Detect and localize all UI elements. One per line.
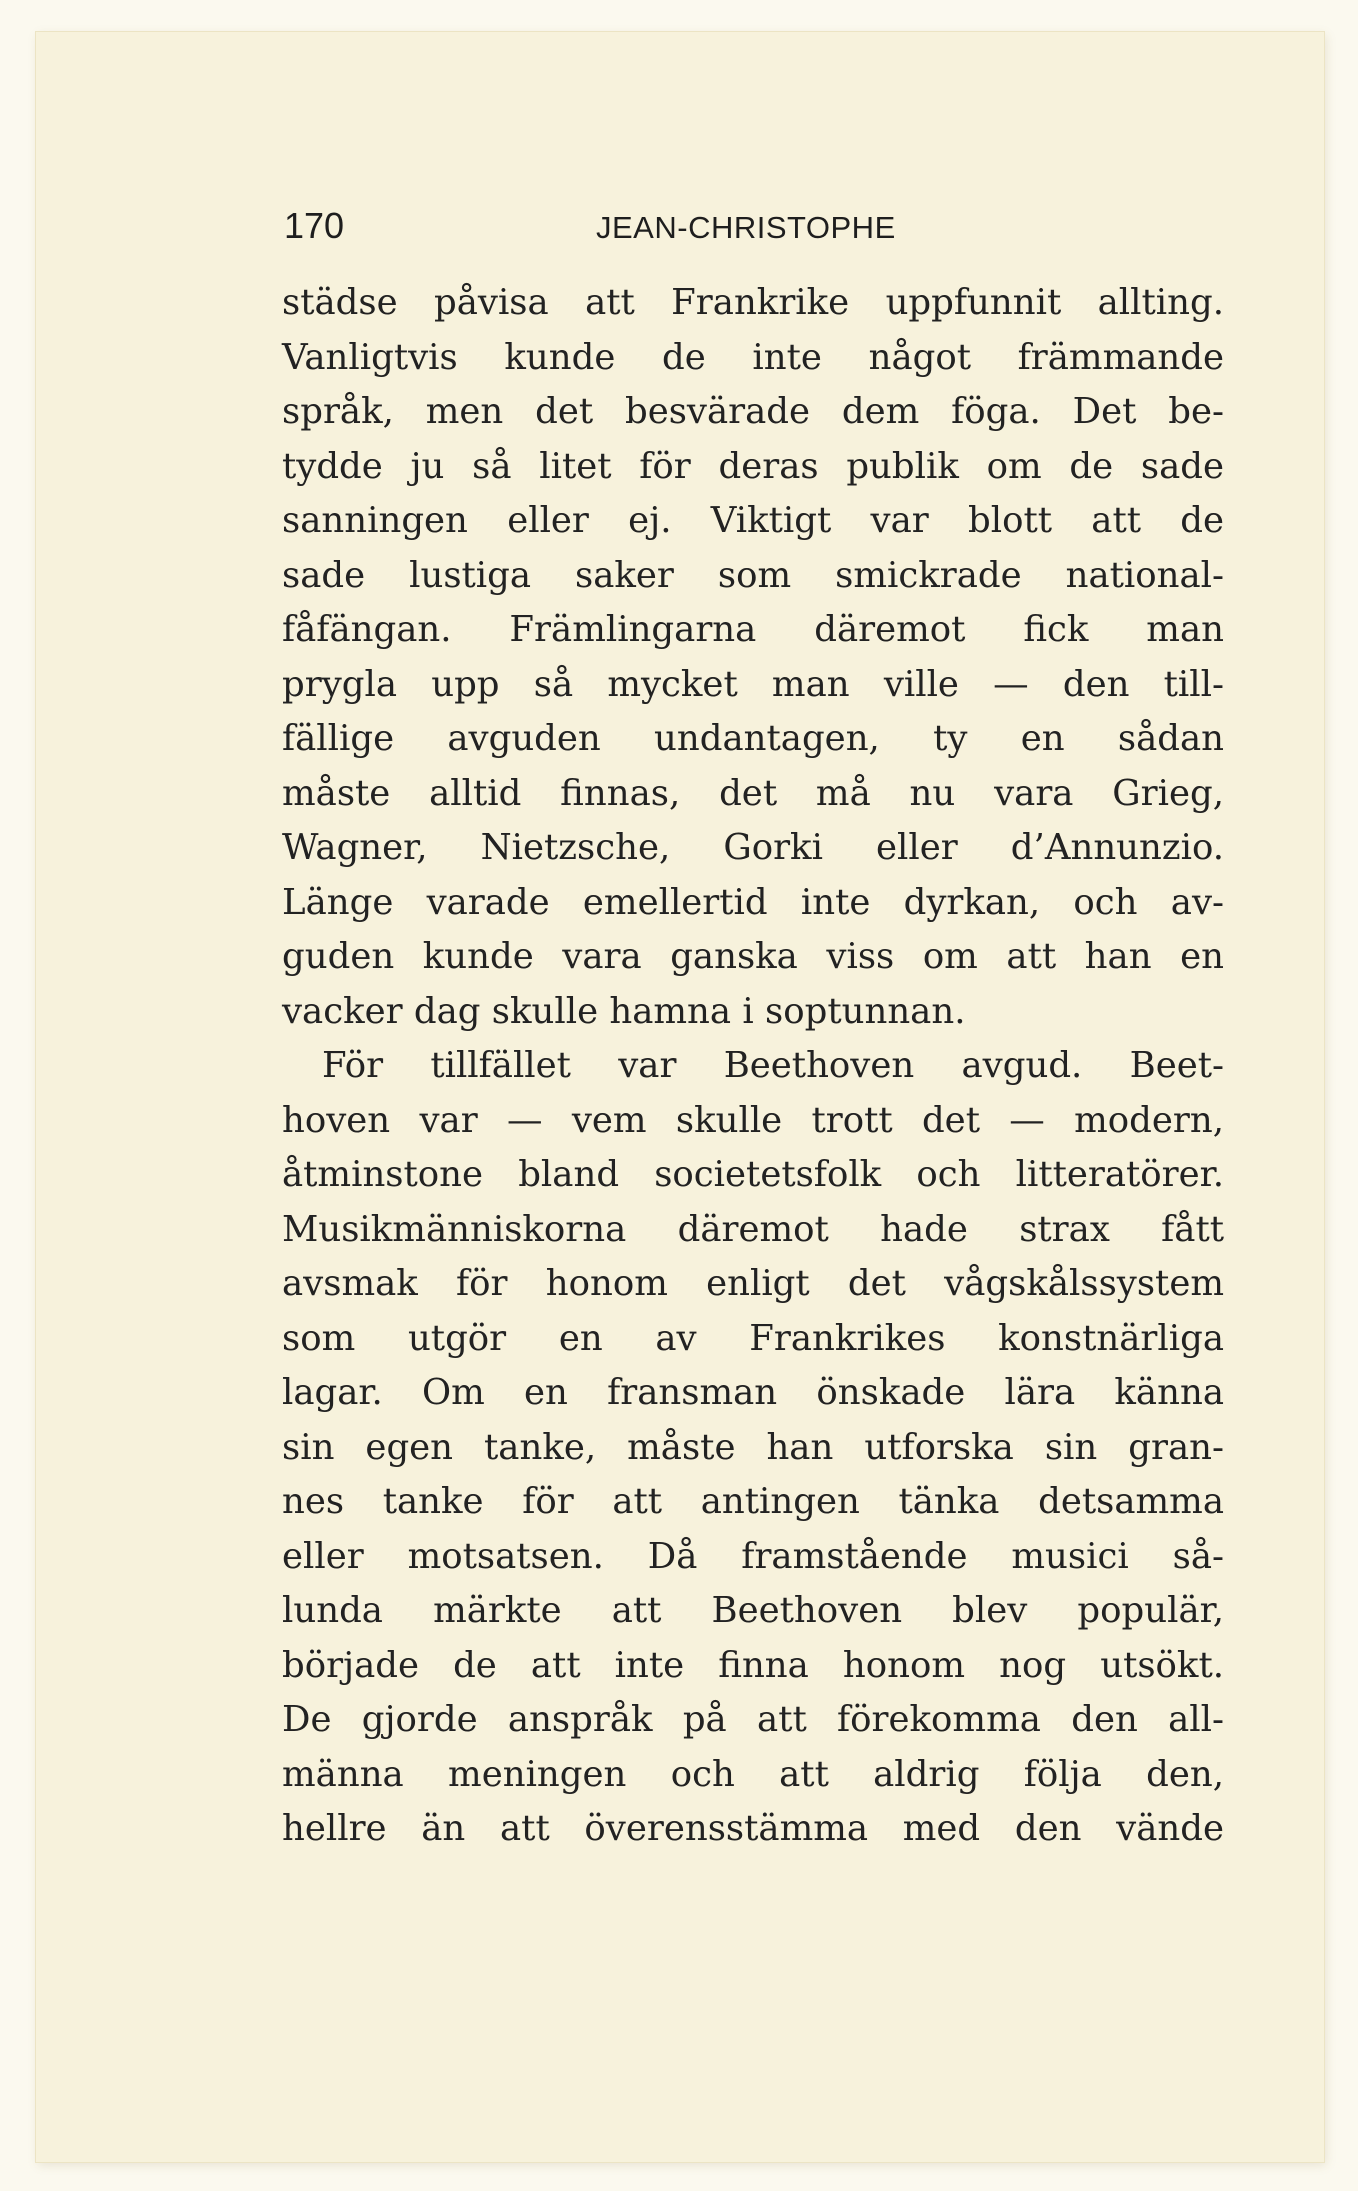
body-text xyxy=(282,276,1224,1857)
text-line: Wagner, Nietzsche, Gorki eller d’Annunzio. xyxy=(282,827,1224,868)
text-line: Vanligtvis kunde de inte något främmande xyxy=(282,336,1224,378)
text-line: nes tanke för att antingen tänka detsamma xyxy=(282,1481,1224,1522)
text-line: avsmak för honom enligt det vågskålssystem xyxy=(282,1263,1224,1304)
text-line: språk, men det besvärade dem föga. Det be- xyxy=(282,391,1224,432)
text-line: hellre än att överensstämma med den vände xyxy=(282,1808,1224,1849)
text-line: lagar. Om en fransman önskade lära känna xyxy=(282,1372,1224,1413)
text-line: fällige avguden undantagen, ty en sådan xyxy=(282,718,1224,759)
text-line: prygla upp så mycket man ville — den till- xyxy=(282,663,1224,705)
text-line: sanningen eller ej. Viktigt var blott att de xyxy=(282,500,1224,541)
text-line: måste alltid finnas, det må nu vara Grieg, xyxy=(282,772,1224,814)
text-line: tydde ju så litet för deras publik om de sade xyxy=(282,445,1224,487)
text-line: som utgör en av Frankrikes konstnärliga xyxy=(282,1317,1224,1359)
text-line: började de att inte finna honom nog utsökt. xyxy=(282,1644,1224,1686)
text-line: För tillfället var Beethoven avgud. Beet- xyxy=(322,1045,1224,1086)
text-line: guden kunde vara ganska viss om att han en xyxy=(282,936,1224,977)
page-number: 170 xyxy=(284,205,345,246)
text-line: Länge varade emellertid inte dyrkan, och av- xyxy=(282,881,1224,923)
text-line: vacker dag skulle hamna i soptunnan. xyxy=(282,990,966,1032)
text-line: åtminstone bland societetsfolk och litteratörer. xyxy=(282,1154,1224,1195)
page-header xyxy=(284,196,1224,256)
text-line: sin egen tanke, måste han utforska sin gran- xyxy=(282,1426,1224,1468)
text-line: sade lustiga saker som smickrade national- xyxy=(282,554,1224,596)
running-title: JEAN-CHRISTOPHE xyxy=(596,210,896,245)
text-line: De gjorde anspråk på att förekomma den all- xyxy=(282,1699,1224,1740)
text-line: eller motsatsen. Då framstående musici så- xyxy=(282,1535,1224,1577)
text-line: fåfängan. Främlingarna däremot fick man xyxy=(282,609,1224,650)
text-line: hoven var — vem skulle trott det — modern, xyxy=(282,1099,1224,1141)
text-line: Musikmänniskorna däremot hade strax fått xyxy=(282,1208,1224,1250)
text-line: städse påvisa att Frankrike uppfunnit allting. xyxy=(282,282,1224,323)
text-line: lunda märkte att Beethoven blev populär, xyxy=(282,1590,1224,1631)
text-line: männa meningen och att aldrig följa den, xyxy=(282,1753,1224,1795)
